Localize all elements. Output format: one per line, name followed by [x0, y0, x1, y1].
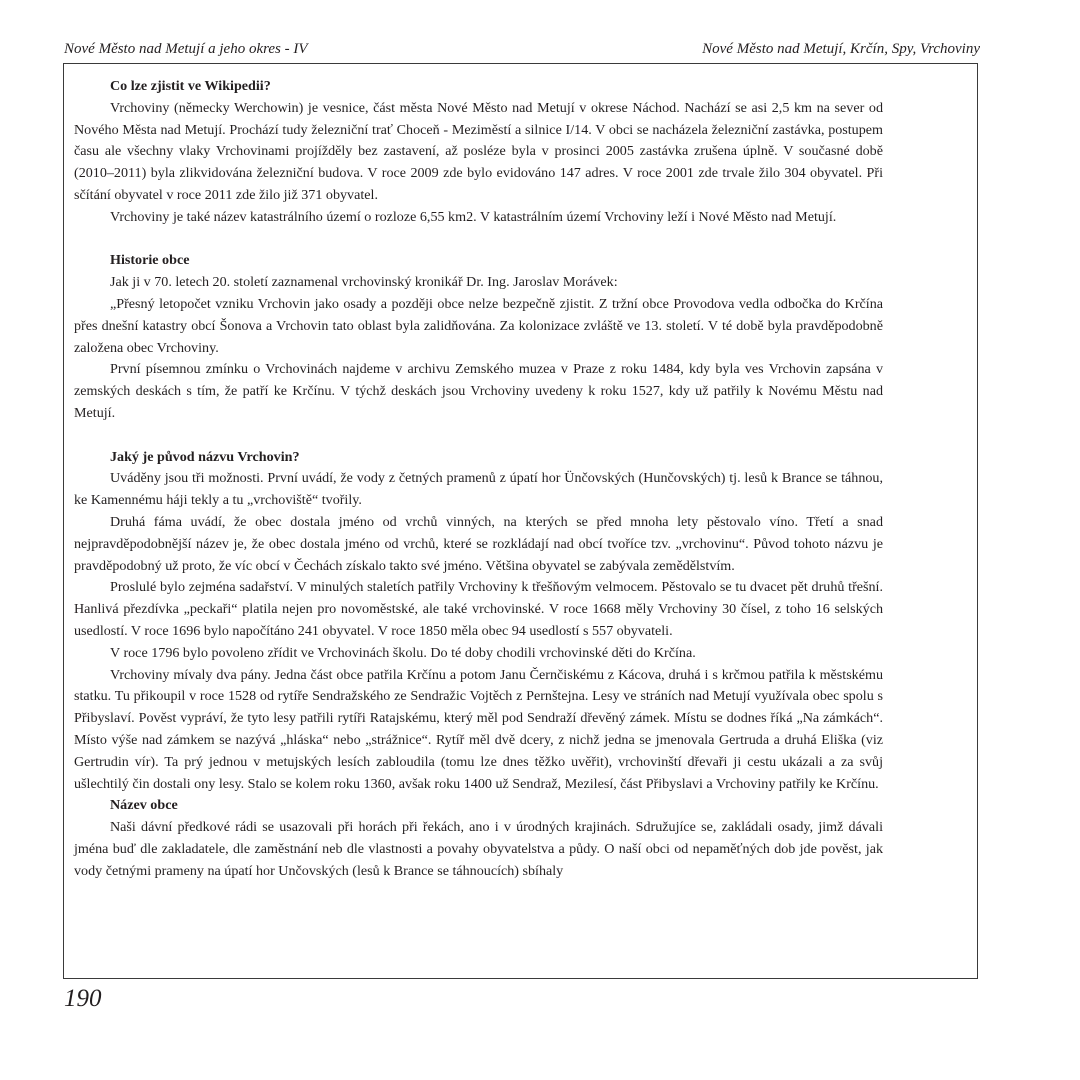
paragraph: První písemnou zmínku o Vrchovinách najdeme v archivu Zemského muzea v Praze z roku 1484, kdy byla ves Vrchovin zapsána v zemských deskách s tím, že patří ke Krčínu. V týchž deskách jsou Vrchoviny uvedeny k roku 1527, kdy už patřily k Novému Městu nad Metují.: [74, 361, 883, 421]
paragraph: Vrchoviny (německy Werchowin) je vesnice, část města Nové Město nad Metují v okrese Náchod. Nachází se asi 2,5 km na sever od Nového Města nad Metují. Prochází tudy železniční trať Choceň - Meziměstí a silnice I/14. V obci se nacházela železniční zastávka, postupem času ale všechny vlaky Vrchovinami projížděly bez zastavení, až posléze byla v prosinci 2005 zastávka zrušena úplně. V současné době (2010–2011) byla zlikvidována železniční budova. V roce 2009 zde bylo evidováno 147 adres. V roce 2001 zde trvale žilo 304 obyvatel. Při sčítání obyvatel v roce 2011 zde žilo již 371 obyvatel.: [74, 99, 883, 203]
paragraph: Jak ji v 70. letech 20. století zaznamenal vrchovinský kronikář Dr. Ing. Jaroslav Morávek:: [110, 274, 618, 291]
text-frame: [63, 63, 978, 979]
section-heading: Co lze zjistit ve Wikipedii?: [110, 78, 271, 94]
section-gap: [74, 229, 883, 251]
running-header: [64, 40, 980, 60]
section-heading: Název obce: [110, 797, 178, 814]
section-heading: Jaký je původ názvu Vrchovin?: [110, 448, 300, 465]
paragraph: Proslulé bylo zejména sadařství. V minulých staletích patřily Vrchoviny k třešňovým velmocem. Pěstovalo se tu dvacet pět druhů třešní. Hanlivá přezdívka „peckaři“ platila nejen pro novoměstské, ale také vrchovinské. V roce 1668 měly Vrchoviny 30 čísel, z toho 16 selských usedlostí. V roce 1696 bylo napočítáno 241 obyvatel. V roce 1850 měla obec 94 usedlostí s 557 obyvateli.: [74, 579, 883, 639]
header-right-title: Nové Město nad Metují, Krčín, Spy, Vrchoviny: [702, 41, 980, 57]
paragraph: „Přesný letopočet vzniku Vrchovin jako osady a později obce nelze bezpečně zjistit. Z tržní obce Provodova vedla odbočka do Krčína přes dnešní katastry obcí Šonova a Vrchovin tato oblast byla zalidňována. Za kolonizace zvláště ve 13. století. V té době byla pravděpodobně založena obec Vrchoviny.: [74, 295, 883, 356]
paragraph: Vrchoviny mívaly dva pány. Jedna část obce patřila Krčínu a potom Janu Černčiskému z Kácova, druhá i s krčmou patřila k městskému statku. Tu přikoupil v roce 1528 od rytíře Sendražského ze Sendražic Vojtěch z Pernštejna. Lesy ve stráních nad Metují využívala obec spolu s Přibyslaví. Pověst vypráví, že tyto lesy patřili rytíři Ratajskému, který měl pod Sendraží dřevěný zámek. Místu se dodnes říká „Na zámkách“. Místo výše nad zámkem se nazývá „hláska“ nebo „strážnice“. Rytíř měl dvě dcery, z nichž jedna se jmenovala Gertruda a druhá Eliška (viz Gertrudin vír). Ta prý jednou v metujských lesích zabloudila (tomu lze dnes těžko uvěřit), vrchovinští dřevaři ji cestu ukázali a za svůj ušlechtilý čin dostali ony lesy. Stalo se kolem roku 1360, avšak roku 1400 už Sendraž, Mezilesí, část Přibyslavi a Vrchoviny patřily ke Krčínu.: [74, 666, 883, 792]
paragraph: Druhá fáma uvádí, že obec dostala jméno od vrchů vinných, na kterých se před mnoha lety pěstovalo víno. Třetí a snad nejpravděpodobnější název je, že obec dostala jméno od vrchů, které se rozkládají nad obcí tvoříce tzv. „vrchovinu“. Původ tohoto názvu je pravděpodobný už proto, že víc obcí v Čechách získalo takto své jméno. Většina obyvatel se zabývala zemědělstvím.: [74, 513, 883, 574]
section-gap: [74, 425, 883, 447]
page-number: 190: [64, 985, 102, 1012]
page-body: [74, 76, 883, 882]
paragraph: V roce 1796 bylo povoleno zřídit ve Vrchovinách školu. Do té doby chodili vrchovinské děti do Krčína.: [110, 644, 696, 661]
paragraph: Naši dávní předkové rádi se usazovali při horách při řekách, ano i v úrodných krajinách. Sdružujíce se, zakládali osady, jimž dávali jména buď dle zakladatele, dle zaměstnání neb dle vlastnosti a povahy obyvatelstva a půdy. O naší obci od nepaměťných dob jde pověst, jak vody četnými prameny na úpatí hor Unčovských (lesů k Brance se táhnoucích) sbíhaly: [74, 819, 883, 879]
paragraph: Vrchoviny je také název katastrálního území o rozloze 6,55 km2. V katastrálním území Vrchoviny leží i Nové Město nad Metují.: [110, 208, 837, 225]
header-left-title: Nové Město nad Metují a jeho okres - IV: [64, 41, 308, 57]
paragraph: Uváděny jsou tři možnosti. První uvádí, že vody z četných pramenů z úpatí hor Ünčovských (Hunčovských) tj. lesů k Brance se táhnou, ke Kamennému háji tekly a tu „vrchoviště“ tvořily.: [74, 470, 883, 509]
section-heading: Historie obce: [110, 252, 190, 269]
